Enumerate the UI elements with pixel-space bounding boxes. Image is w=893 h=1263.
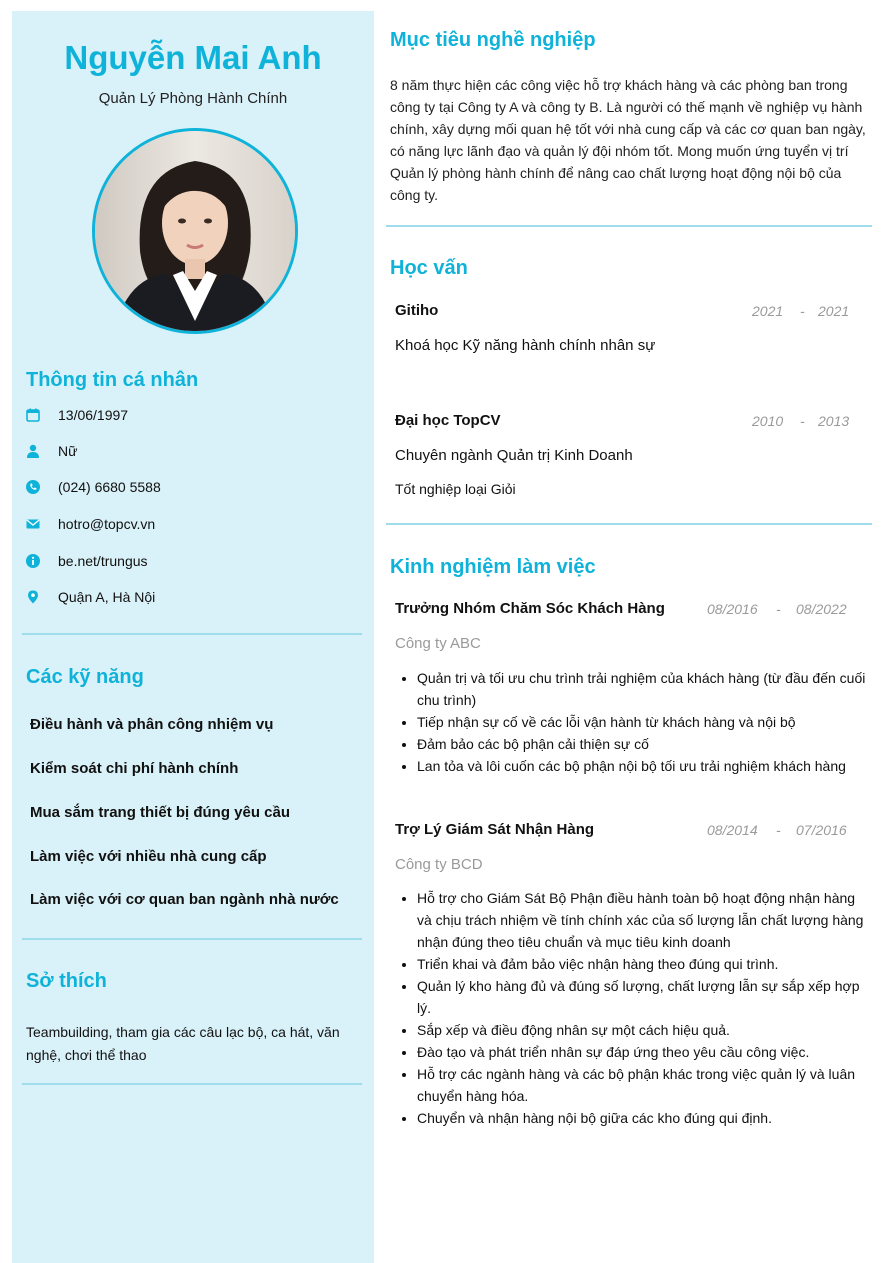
education-date-to: 2021 xyxy=(818,303,850,319)
sidebar xyxy=(12,11,374,1263)
objective-title: Mục tiêu nghề nghiệp xyxy=(390,29,596,51)
email-text: hotro@topcv.vn xyxy=(58,516,156,532)
job-task: • Đảm bảo các bộ phận cải thiện sự cố xyxy=(417,733,872,755)
date-separator: - xyxy=(800,413,805,429)
job-position: Trợ Lý Giám Sát Nhận Hàng xyxy=(395,821,595,838)
sidebar-divider xyxy=(22,1083,362,1085)
location-icon xyxy=(26,590,40,604)
date-separator: - xyxy=(800,303,805,319)
sidebar-divider xyxy=(22,633,362,635)
education-note: Tốt nghiệp loại Giỏi xyxy=(395,481,516,497)
skill-item: Kiểm soát chi phí hành chính xyxy=(30,760,239,777)
hobbies-title: Sở thích xyxy=(26,970,107,992)
job-task: • Tiếp nhận sự cố về các lỗi vận hành từ khách hàng và nội bộ xyxy=(417,711,872,733)
job-task-list xyxy=(400,667,872,777)
profile-name: Nguyễn Mai Anh xyxy=(64,39,322,76)
job-task: • Sắp xếp và điều động nhân sự một cách hiệu quả. xyxy=(417,1019,872,1041)
info-website xyxy=(26,551,148,571)
address-text: Quận A, Hà Nội xyxy=(58,589,156,605)
skill-item: Điều hành và phân công nhiệm vụ xyxy=(30,716,274,733)
avatar-portrait-icon xyxy=(95,131,295,331)
info-email xyxy=(26,514,155,534)
hobbies-text: Teambuilding, tham gia các câu lạc bộ, ca hát, văn nghệ, chơi thể thao xyxy=(26,1024,340,1063)
job-date-to: 08/2022 xyxy=(796,601,847,617)
job-date-from: 08/2014 xyxy=(707,822,758,838)
education-school: Gitiho xyxy=(395,302,439,319)
dob-text: 13/06/1997 xyxy=(58,407,129,423)
avatar xyxy=(92,128,298,334)
main-divider xyxy=(386,225,872,227)
job-date-to: 07/2016 xyxy=(796,822,847,838)
date-separator: - xyxy=(776,601,781,617)
skill-item: Làm việc với cơ quan ban ngành nhà nước xyxy=(30,891,339,908)
education-school: Đại học TopCV xyxy=(395,412,501,429)
info-phone xyxy=(26,477,161,497)
info-gender xyxy=(26,441,77,461)
job-task: • Triển khai và đảm bảo việc nhận hàng theo đúng qui trình. xyxy=(417,953,872,975)
phone-text: (024) 6680 5588 xyxy=(58,479,161,495)
person-icon xyxy=(26,444,40,458)
job-task: • Chuyển và nhận hàng nội bộ giữa các kho đúng qui định. xyxy=(417,1107,872,1129)
education-major: Chuyên ngành Quản trị Kinh Doanh xyxy=(395,447,633,464)
job-task: • Quản trị và tối ưu chu trình trải nghiệm của khách hàng (từ đầu đến cuối chu trình) xyxy=(417,667,872,711)
personal-info-title: Thông tin cá nhân xyxy=(26,369,199,391)
gender-text: Nữ xyxy=(58,443,78,459)
mail-icon xyxy=(26,517,40,531)
job-task: • Lan tỏa và lôi cuốn các bộ phận nội bộ tối ưu trải nghiệm khách hàng xyxy=(417,755,872,777)
calendar-icon xyxy=(26,408,40,422)
info-icon xyxy=(26,554,40,568)
sidebar-divider xyxy=(22,938,362,940)
objective-text: 8 năm thực hiện các công việc hỗ trợ khách hàng và các phòng ban trong công ty tại Công ty A và công ty B. Là người có thế mạnh về nghiệp vụ hành chính, xây dựng mối quan hệ tốt với nhà cung cấp và các cơ quan ban ngày, có năng lực lãnh đạo và quản lý đội nhóm tốt. Mong muốn ứng tuyển vị trí Quản lý phòng hành chính để nâng cao chất lượng hoạt động nội bộ của công ty. xyxy=(390,77,866,203)
skills-title: Các kỹ năng xyxy=(26,666,144,688)
education-date-to: 2013 xyxy=(818,413,850,429)
job-company: Công ty BCD xyxy=(395,856,483,873)
job-task: • Quản lý kho hàng đủ và đúng số lượng, chất lượng lẫn sự sắp xếp hợp lý. xyxy=(417,975,872,1019)
job-task-list xyxy=(400,887,872,1129)
job-company: Công ty ABC xyxy=(395,635,481,652)
education-major: Khoá học Kỹ năng hành chính nhân sự xyxy=(395,337,656,354)
education-date-from: 2010 xyxy=(752,413,784,429)
info-dob xyxy=(26,405,128,425)
main-divider xyxy=(386,523,872,525)
website-text: be.net/trungus xyxy=(58,553,148,569)
education-date-from: 2021 xyxy=(752,303,784,319)
job-task: • Đào tạo và phát triển nhân sự đáp ứng theo yêu cầu công việc. xyxy=(417,1041,872,1063)
education-title: Học vấn xyxy=(390,257,468,279)
experience-title: Kinh nghiệm làm việc xyxy=(390,556,596,578)
job-task: • Hỗ trợ các ngành hàng và các bộ phận khác trong việc quản lý và luân chuyển hàng hóa. xyxy=(417,1063,872,1107)
phone-icon xyxy=(26,480,40,494)
skill-item: Mua sắm trang thiết bị đúng yêu cầu xyxy=(30,804,291,821)
date-separator: - xyxy=(776,822,781,838)
skill-item: Làm việc với nhiều nhà cung cấp xyxy=(30,848,267,865)
job-task: • Hỗ trợ cho Giám Sát Bộ Phận điều hành toàn bộ hoạt động nhận hàng và chịu trách nhiệm về tính chính xác của số lượng lẫn chất lượng hàng nhận đúng theo tiêu chuẩn và mục tiêu kinh doanh xyxy=(417,887,872,953)
job-position: Trưởng Nhóm Chăm Sóc Khách Hàng xyxy=(395,600,665,617)
job-date-from: 08/2016 xyxy=(707,601,758,617)
profile-role: Quản Lý Phòng Hành Chính xyxy=(98,90,288,107)
info-address xyxy=(26,587,155,607)
